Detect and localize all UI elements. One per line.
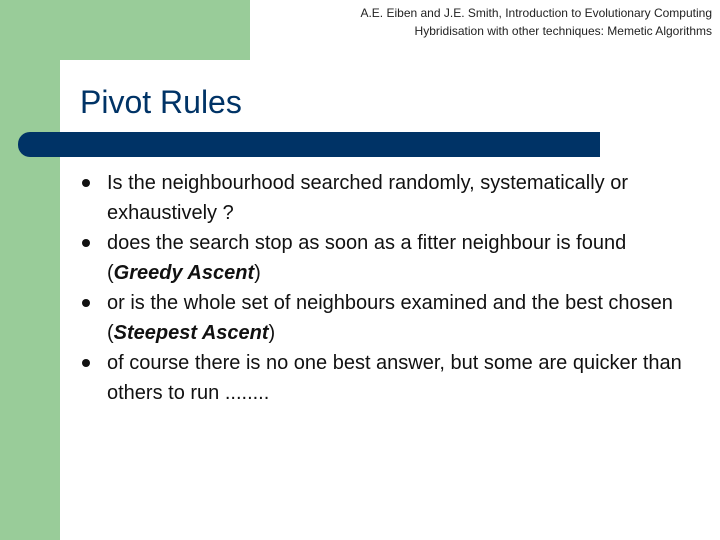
bullet-text: Is the neighbourhood searched randomly, systematically or exhaustively ? xyxy=(107,172,629,224)
bullet-item xyxy=(80,168,690,228)
slide-title: Pivot Rules xyxy=(80,84,242,120)
bullet-emphasis: Steepest Ascent xyxy=(113,322,269,344)
bullet-text: does the search stop as soon as a fitter neighbour is found ( xyxy=(107,232,627,284)
bullet-list xyxy=(80,168,690,408)
left-accent-band xyxy=(0,0,60,540)
top-accent-band xyxy=(0,0,250,60)
bullet-dot-icon xyxy=(82,179,90,187)
bullet-emphasis: Greedy Ascent xyxy=(113,262,255,284)
bullet-item xyxy=(80,288,690,348)
bullet-text-end: ) xyxy=(268,322,276,344)
slide-header xyxy=(360,4,712,40)
bullet-dot-icon xyxy=(82,239,90,247)
bullet-dot-icon xyxy=(82,299,90,307)
bullet-text: or is the whole set of neighbours examined and the best chosen ( xyxy=(107,292,673,344)
bullet-item xyxy=(80,348,690,408)
header-line-course: A.E. Eiben and J.E. Smith, Introduction to Evolutionary Computing xyxy=(360,6,712,20)
bullet-text-end: ) xyxy=(254,262,261,284)
bullet-item xyxy=(80,228,690,288)
bullet-text: of course there is no one best answer, but some are quicker than others to run ........ xyxy=(107,352,682,404)
title-underline-bar xyxy=(18,132,600,157)
header-line-topic: Hybridisation with other techniques: Memetic Algorithms xyxy=(414,24,712,38)
bullet-dot-icon xyxy=(82,359,90,367)
